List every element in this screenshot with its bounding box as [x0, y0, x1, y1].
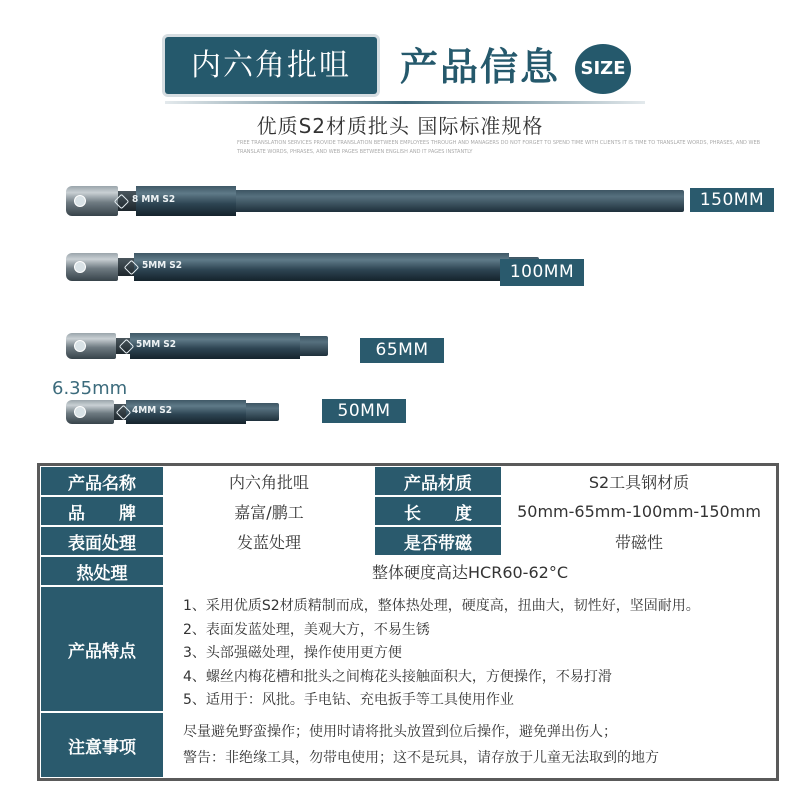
spec-table: [37, 463, 779, 781]
length-label-65mm: 65MM: [360, 338, 444, 363]
magnetic-label: 是否带磁: [374, 526, 502, 556]
length-label: 长 度: [374, 496, 502, 526]
feature-item: 1、采用优质S2材质精制而成，整体热处理，硬度高，扭曲大，韧性好，坚固耐用。: [183, 598, 700, 614]
features-list: [164, 586, 776, 712]
shank-size-label: 6.35mm: [52, 378, 128, 399]
heat-treatment-value: 整体硬度高达HCR60-62°C: [164, 556, 776, 586]
feature-item: 3、头部强磁处理，操作使用更方便: [183, 645, 402, 661]
brand-logo-icon: [74, 340, 86, 352]
notes-list: [164, 712, 776, 778]
brand-logo-icon: [74, 406, 86, 418]
bit-marking: 5MM S2: [136, 339, 177, 350]
material-value: S2工具钢材质: [502, 466, 776, 496]
surface-treatment-value: 发蓝处理: [164, 526, 374, 556]
magnetic-value: 带磁性: [502, 526, 776, 556]
brand-label: 品 牌: [40, 496, 164, 526]
product-name-title: 内六角批咀: [165, 37, 377, 94]
heat-treatment-label: 热处理: [40, 556, 164, 586]
bit-marking: 5MM S2: [142, 260, 183, 271]
subtitle: 优质S2材质批头 国际标准规格: [256, 114, 544, 138]
feature-item: 2、表面发蓝处理，美观大方，不易生锈: [183, 621, 430, 638]
bit-50mm: [66, 400, 279, 424]
notes-label: 注意事项: [40, 712, 164, 778]
length-value: 50mm-65mm-100mm-150mm: [502, 496, 776, 526]
size-badge: SIZE: [575, 44, 631, 94]
features-label: 产品特点: [40, 586, 164, 712]
length-label-50mm: 50MM: [322, 399, 406, 423]
length-label-100mm: 100MM: [500, 259, 584, 286]
note-item: 尽量避免野蛮操作；使用时请将批头放置到位后操作，避免弹出伤人；: [183, 724, 617, 740]
product-name-label: 产品名称: [40, 466, 164, 496]
feature-item: 5、适用于：风批。手电钻、充电扳手等工具使用作业: [183, 692, 514, 708]
product-name-value: 内六角批咀: [164, 466, 374, 496]
surface-treatment-label: 表面处理: [40, 526, 164, 556]
fine-print-line-1: FREE TRANSLATION SERVICES PROVIDE TRANSLATION BETWEEN EMPLOYEES THROUGH AND MANAGERS DO NOT FORGET TO SPEND TIME WITH CLIENTS IT IS TIME TO TRANSLATE WORDS, PHRASES, AND WEB: [237, 140, 761, 146]
brand-logo-icon: [74, 195, 86, 207]
bit-marking: 4MM S2: [132, 405, 173, 416]
bit-150mm: [66, 186, 684, 216]
header-divider: [165, 101, 645, 104]
fine-print-line-2: TRANSLATE WORDS, PHRASES, AND WEB PAGES BETWEEN ENGLISH AND IT PAGES INSTANTLY: [237, 149, 473, 155]
bit-100mm: [66, 253, 496, 281]
feature-item: 4、螺丝内梅花槽和批头之间梅花头接触面积大，方便操作，不易打滑: [183, 668, 612, 685]
bit-marking: 8 MM S2: [132, 194, 176, 205]
brand-logo-icon: [74, 261, 86, 273]
length-label-150mm: 150MM: [690, 188, 774, 212]
note-item: 警告：非绝缘工具，勿带电使用；这不是玩具，请存放于儿童无法取到的地方: [183, 750, 659, 766]
material-label: 产品材质: [374, 466, 502, 496]
product-info-heading: 产品信息: [400, 45, 561, 89]
bit-65mm: [66, 333, 328, 359]
brand-value: 嘉富/鹏工: [164, 496, 374, 526]
